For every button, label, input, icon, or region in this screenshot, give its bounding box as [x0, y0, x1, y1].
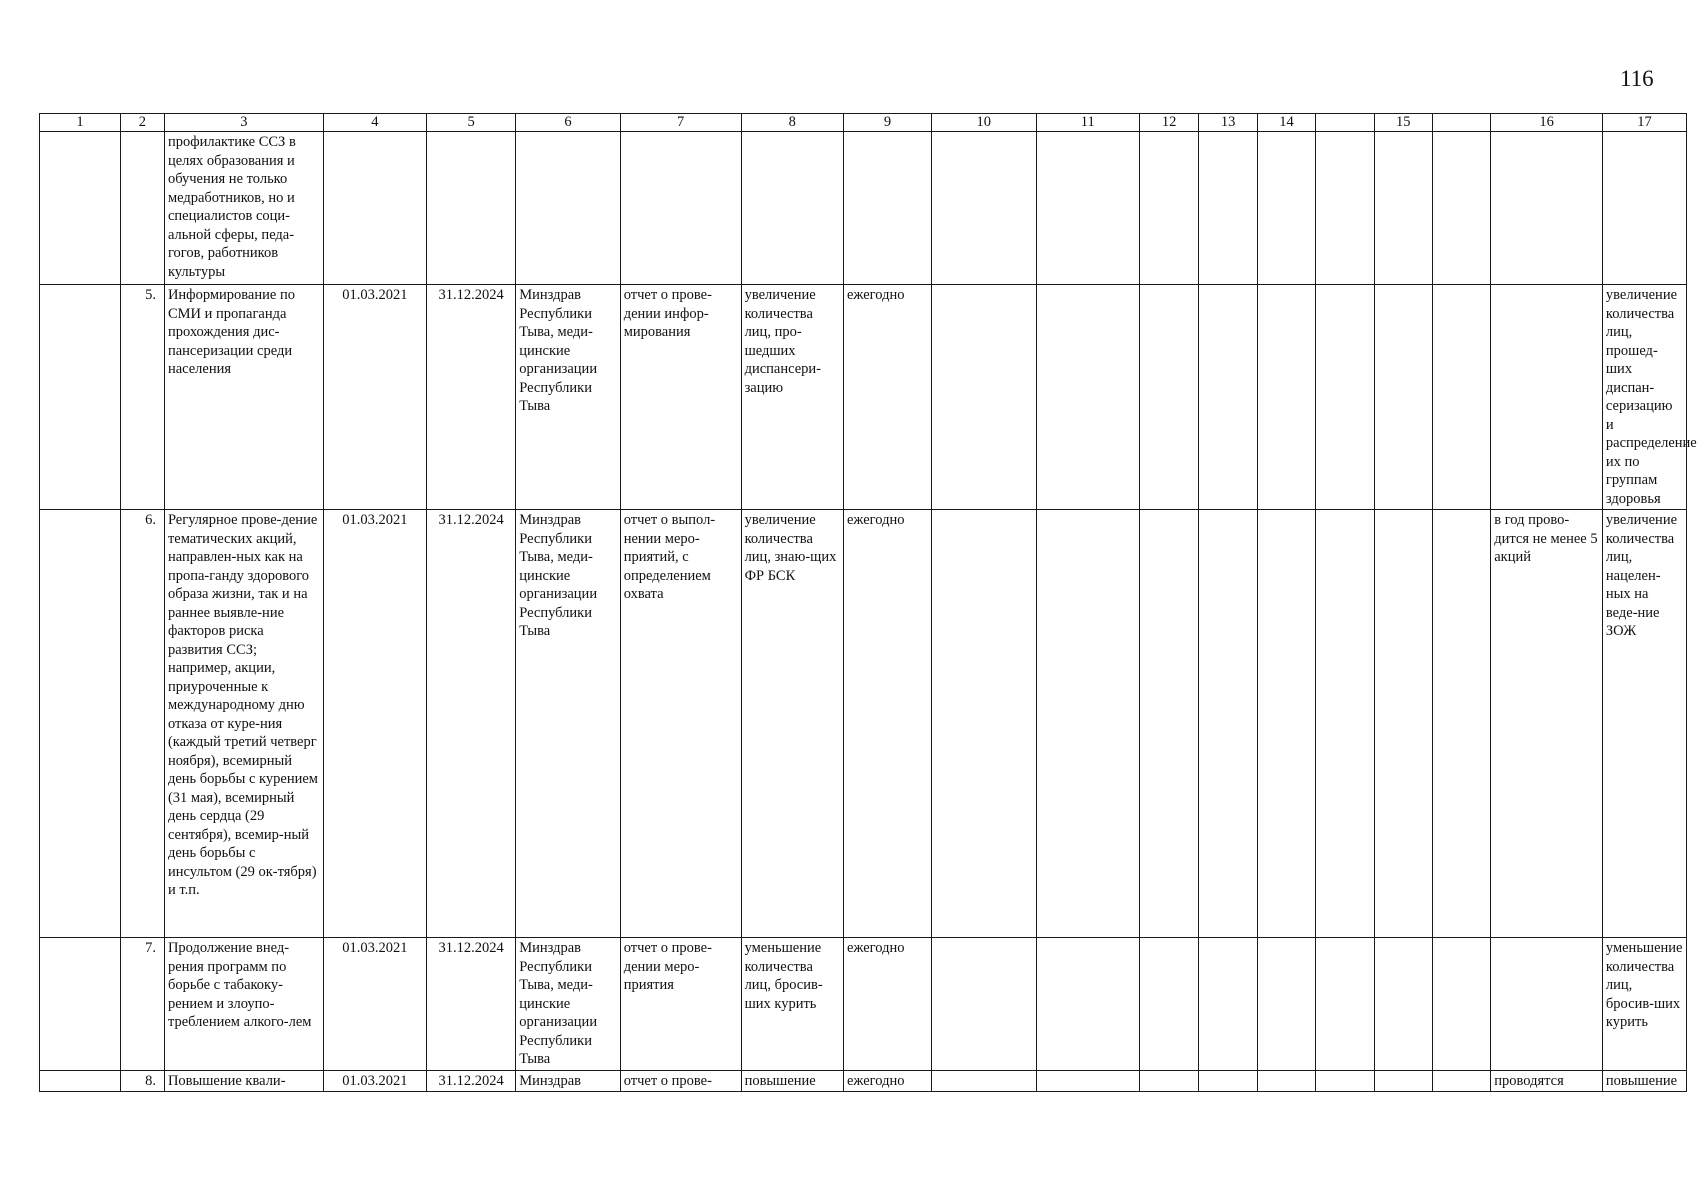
report-cell: отчет о прове- [620, 1070, 741, 1092]
col-header: 9 [843, 114, 931, 132]
col16-cell [1491, 132, 1603, 285]
event-cell: Повышение квали- [164, 1070, 323, 1092]
table-row [40, 285, 1687, 510]
row-number: 8. [120, 1070, 164, 1092]
col-header: 14 [1257, 114, 1315, 132]
event-cell: профилактике ССЗ в целях образования и обучения не только медработников, но и специалистов соци-альной сферы, педа-гогов, работников культуры [164, 132, 323, 285]
responsible-cell: Минздрав Республики Тыва, меди-цинские организации Республики Тыва [516, 938, 620, 1071]
row-number [120, 132, 164, 285]
col16-cell: проводятся [1491, 1070, 1603, 1092]
event-cell: Информирование по СМИ и пропаганда прохождения дис-пансеризации среди населения [164, 285, 323, 510]
page-number: 116 [1620, 66, 1654, 91]
table-row [40, 132, 1687, 285]
event-cell: Продолжение внед-рения программ по борьбе с табакоку-рением и злоупо-треблением алкого-лем [164, 938, 323, 1071]
end-date-cell: 31.12.2024 [427, 938, 516, 1071]
report-cell: отчет о прове-дении инфор-мирования [620, 285, 741, 510]
col-header [1316, 114, 1374, 132]
end-date-cell: 31.12.2024 [427, 1070, 516, 1092]
col-header: 10 [932, 114, 1036, 132]
col17-cell: повышение [1602, 1070, 1686, 1092]
col-header: 7 [620, 114, 741, 132]
result-cell: повышение [741, 1070, 843, 1092]
start-date-cell: 01.03.2021 [323, 510, 426, 938]
measures-table [39, 113, 1697, 1092]
start-date-cell: 01.03.2021 [323, 938, 426, 1071]
col-header: 11 [1036, 114, 1139, 132]
col17-cell: увеличение количества лиц, нацелен-ных на веде-ние ЗОЖ [1602, 510, 1686, 938]
col-header: 4 [323, 114, 426, 132]
result-cell: увеличение количества лиц, про-шедших диспансери-зацию [741, 285, 843, 510]
end-date-cell [427, 132, 516, 285]
start-date-cell [323, 132, 426, 285]
row-number: 6. [120, 510, 164, 938]
report-cell [620, 132, 741, 285]
result-cell [741, 132, 843, 285]
col-header: 5 [427, 114, 516, 132]
table-row [40, 1070, 1687, 1092]
col-header: 1 [40, 114, 121, 132]
col-header: 6 [516, 114, 620, 132]
end-date-cell: 31.12.2024 [427, 285, 516, 510]
period-cell: ежегодно [843, 510, 931, 938]
end-date-cell: 31.12.2024 [427, 510, 516, 938]
header-row [40, 114, 1687, 132]
col17-cell: уменьшение количества лиц, бросив-ших курить [1602, 938, 1686, 1071]
row-number: 7. [120, 938, 164, 1071]
col16-cell [1491, 938, 1603, 1071]
col-header: 13 [1199, 114, 1257, 132]
table-row [40, 938, 1687, 1071]
col-header: 15 [1374, 114, 1432, 132]
report-cell: отчет о выпол-нении меро-приятий, с определением охвата [620, 510, 741, 938]
col17-cell [1602, 132, 1686, 285]
col-header: 8 [741, 114, 843, 132]
period-cell: ежегодно [843, 938, 931, 1071]
col16-cell [1491, 285, 1603, 510]
period-cell: ежегодно [843, 1070, 931, 1092]
start-date-cell: 01.03.2021 [323, 285, 426, 510]
period-cell [843, 132, 931, 285]
responsible-cell: Минздрав [516, 1070, 620, 1092]
responsible-cell: Минздрав Республики Тыва, меди-цинские организации Республики Тыва [516, 510, 620, 938]
responsible-cell: Минздрав Республики Тыва, меди-цинские организации Республики Тыва [516, 285, 620, 510]
col-header: 16 [1491, 114, 1603, 132]
col-header: 3 [164, 114, 323, 132]
col-header [1432, 114, 1490, 132]
col16-cell: в год прово-дится не менее 5 акций [1491, 510, 1603, 938]
row-number: 5. [120, 285, 164, 510]
event-cell: Регулярное прове-дение тематических акций, направлен-ных как на пропа-ганду здорового образа жизни, так и на раннее выявле-ние факторов риска развития ССЗ; например, акции, приуроченные к международному дню отказа от куре-ния (каждый третий четверг ноября), всемирный день борьбы с курением (31 мая), всемирный день сердца (29 сентября), всемир-ный день борьбы с инсультом (29 ок-тября) и т.п. [164, 510, 323, 938]
period-cell: ежегодно [843, 285, 931, 510]
col17-cell: увеличение количества лиц, прошед-ших диспан-серизацию и распределение их по группам здоровья [1602, 285, 1686, 510]
start-date-cell: 01.03.2021 [323, 1070, 426, 1092]
result-cell: уменьшение количества лиц, бросив-ших курить [741, 938, 843, 1071]
responsible-cell [516, 132, 620, 285]
report-cell: отчет о прове-дении меро-приятия [620, 938, 741, 1071]
col-header: 12 [1139, 114, 1198, 132]
table-row [40, 510, 1687, 938]
result-cell: увеличение количества лиц, знаю-щих ФР БСК [741, 510, 843, 938]
col-header: 17 [1602, 114, 1686, 132]
col-header: 2 [120, 114, 164, 132]
